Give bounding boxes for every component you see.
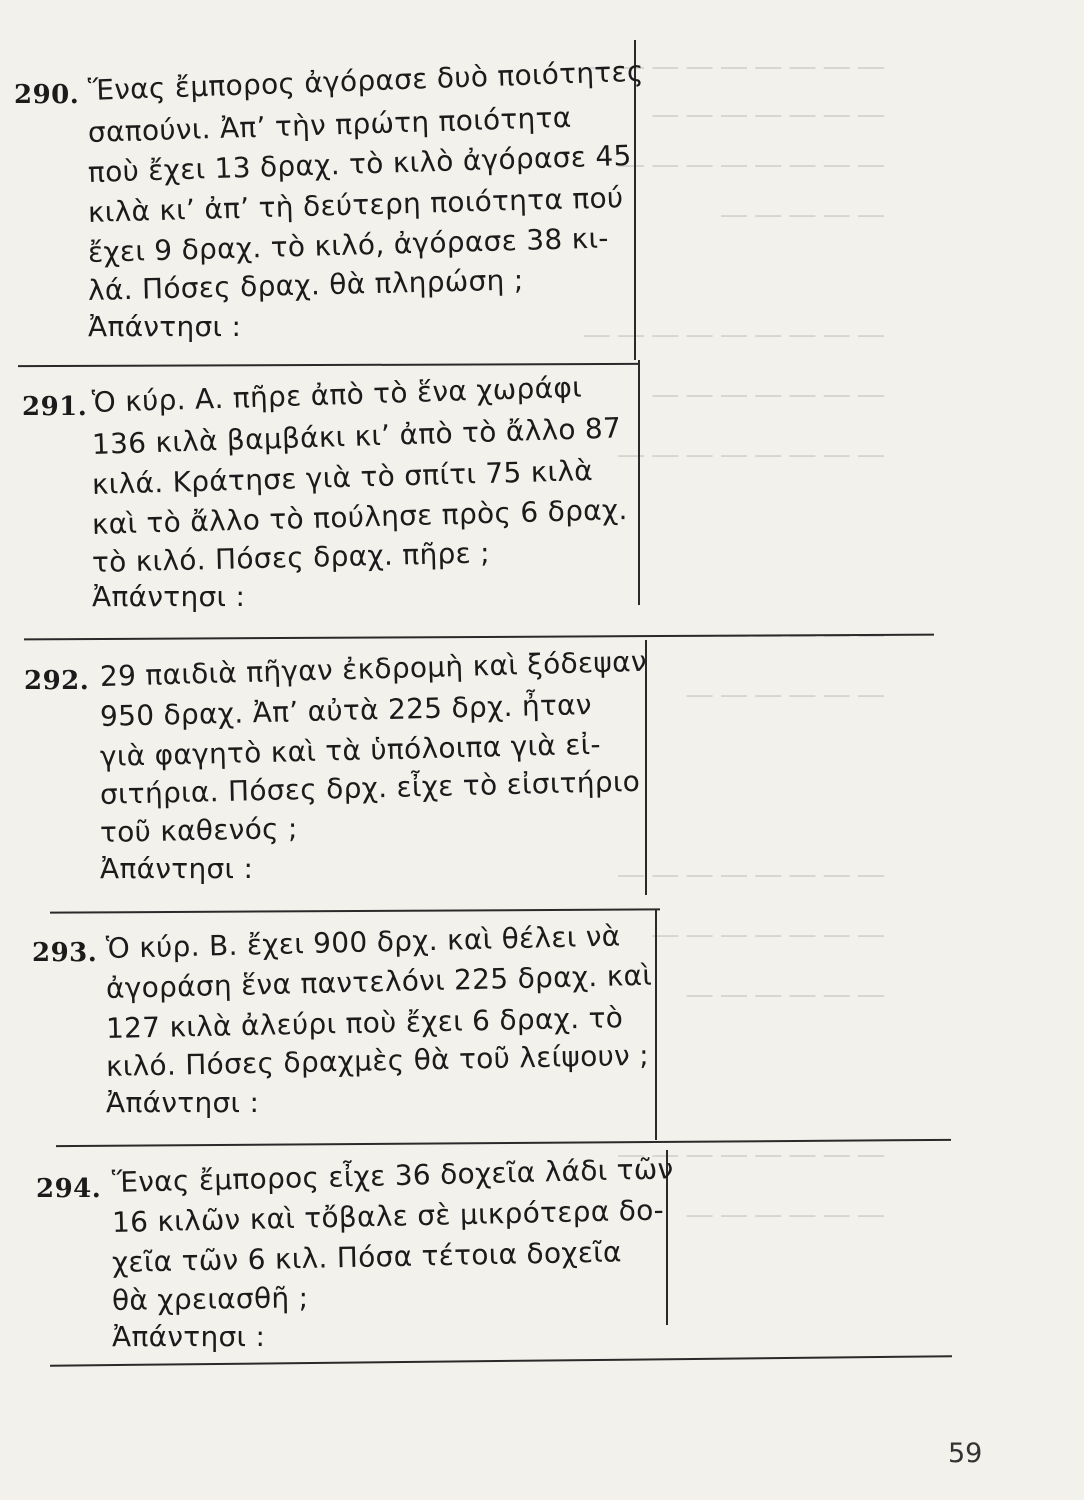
column-rule <box>655 910 657 1140</box>
separator-line <box>24 634 934 641</box>
problem-text-line: ποὺ ἔχει 13 δραχ. τὸ κιλὸ ἀγόρασε 45 <box>87 138 633 189</box>
problem-text-line: κιλὰ κι’ ἀπ’ τὴ δεύτερη ποιότητα πού <box>87 181 624 229</box>
problem-number: 294. <box>36 1174 102 1204</box>
answer-label: Ἀπάντησι : <box>88 310 242 343</box>
problem-text-line: καὶ τὸ ἄλλο τὸ πούλησε πρὸς 6 δραχ. <box>91 493 629 541</box>
problem-text-line: Ὁ κύρ. Β. ἔχει 900 δρχ. καὶ θέλει νὰ <box>105 919 621 965</box>
column-rule <box>645 640 647 895</box>
problem-text-line: σαπούνι. Ἀπ’ τὴν πρώτη ποιότητα <box>87 100 572 149</box>
problem-text-line: κιλό. Πόσες δραχμὲς θὰ τοῦ λείψουν ; <box>105 1038 650 1083</box>
problem-number: 290. <box>14 80 80 110</box>
problem-text-line: Ἕνας ἔμπορος εἶχε 36 δοχεῖα λάδι τῶν <box>111 1152 674 1199</box>
problem-number: 291. <box>22 392 88 422</box>
answer-label: Ἀπάντησι : <box>100 852 254 885</box>
column-rule <box>634 40 636 360</box>
problem-text-line: κιλά. Κράτησε γιὰ τὸ σπίτι 75 κιλὰ <box>91 454 594 501</box>
problem-number: 293. <box>32 938 98 968</box>
problem-text-line: χεῖα τῶν 6 κιλ. Πόσα τέτοια δοχεῖα <box>111 1235 623 1279</box>
column-rule <box>638 360 640 605</box>
separator-line <box>18 363 638 367</box>
problem-text-line: γιὰ φαγητὸ καὶ τὰ ὑπόλοιπα γιὰ εἰ- <box>99 727 602 773</box>
problem-text-line: 127 κιλὰ ἀλεύρι ποὺ ἔχει 6 δραχ. τὸ <box>105 1001 624 1045</box>
page-number: 59 <box>948 1438 983 1469</box>
problem-text-line: 29 παιδιὰ πῆγαν ἐκδρομὴ καὶ ξόδεψαν <box>99 644 648 693</box>
problem-text-line: θὰ χρειασθῆ ; <box>111 1281 309 1317</box>
problem-text-line: σιτήρια. Πόσες δρχ. εἶχε τὸ εἰσιτήριο <box>99 764 641 811</box>
separator-line <box>50 1355 952 1366</box>
answer-label: Ἀπάντησι : <box>106 1086 260 1119</box>
problem-text-line: 950 δραχ. Ἀπ’ αὐτὰ 225 δρχ. ἦταν <box>99 687 593 733</box>
answer-label: Ἀπάντησι : <box>92 580 246 613</box>
problem-text-line: 16 κιλῶν καὶ τὄβαλε σὲ μικρότερα δο- <box>111 1193 665 1239</box>
problem-text-line: ἀγοράση ἕνα παντελόνι 225 δραχ. καὶ <box>105 958 653 1005</box>
problem-number: 292. <box>24 666 90 696</box>
problem-text-line: Ὁ κύρ. Α. πῆρε ἀπὸ τὸ ἕνα χωράφι <box>91 370 583 419</box>
problem-text-line: τὸ κιλό. Πόσες δραχ. πῆρε ; <box>91 536 491 579</box>
separator-line <box>50 908 660 913</box>
problem-text-line: λά. Πόσες δραχ. θὰ πληρώση ; <box>87 263 524 307</box>
problem-text-line: ἔχει 9 δραχ. τὸ κιλό, ἀγόρασε 38 κι- <box>87 221 610 269</box>
problem-text-line: Ἕνας ἔμπορος ἀγόρασε δυὸ ποιότητες <box>87 54 645 107</box>
answer-label: Ἀπάντησι : <box>112 1320 266 1353</box>
separator-line <box>56 1139 951 1147</box>
problem-text-line: τοῦ καθενός ; <box>99 811 299 849</box>
bleed-through-texture: ― ― ― ― ― ― ― ― ― ― ― ― ― ― ― ― ― ― ― ― ― ― ― ― ― ― ― ― ― ― ― ― ― ― ― ― ― ― ― ― ― ― ― ― ― ― ― ― ― ― ― ― ― ― ― ― ― ― ― ― ― ― ― ― ― ― ― ― ― ― ― ― ― ― ― ― ― ― ― ― ― ― ― ― ― ― ― ― ― ― ― ― ― ― ― ― ― ― ― ― ― ― <box>583 52 884 1230</box>
problem-text-line: 136 κιλὰ βαμβάκι κι’ ἀπὸ τὸ ἄλλο 87 <box>91 411 622 461</box>
